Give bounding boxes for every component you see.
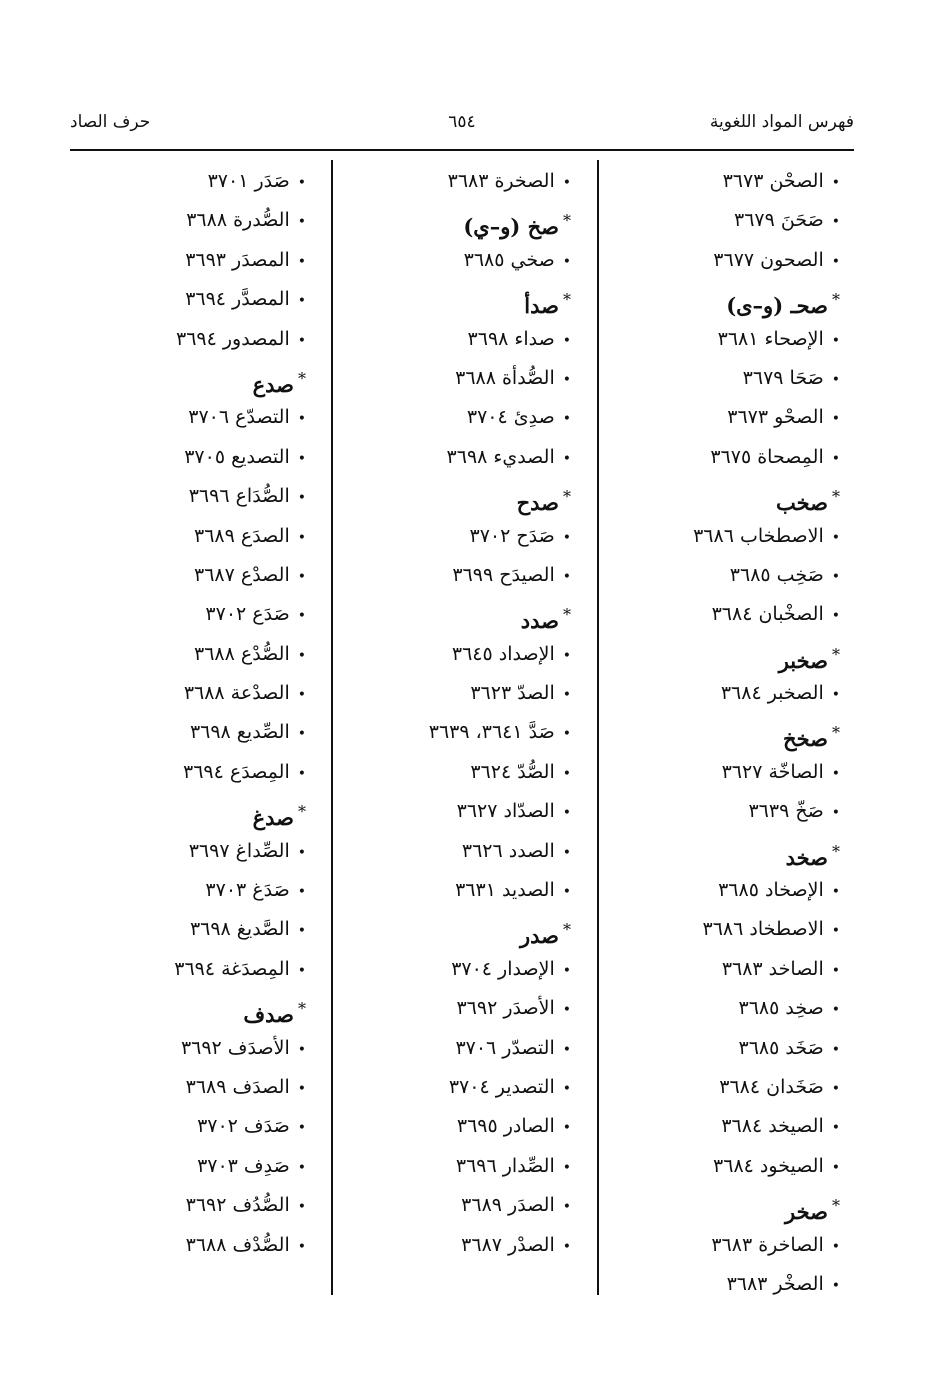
bullet-icon: • xyxy=(562,687,571,704)
bullet-icon: • xyxy=(562,765,571,782)
index-entry-text: الصحْن ٣٦٧٣ xyxy=(722,170,824,192)
index-entry-text: المِصدَغة ٣٦٩٤ xyxy=(174,957,290,980)
index-entry xyxy=(174,556,306,595)
asterisk-icon: * xyxy=(563,487,571,507)
bullet-icon: • xyxy=(562,529,571,546)
bullet-icon: • xyxy=(297,1159,306,1176)
bullet-icon: • xyxy=(297,1199,306,1216)
index-entry-text: الصاخرة ٣٦٨٣ xyxy=(711,1233,824,1256)
index-entry-text: صَدَّ ٣٦٤١، ٣٦٣٩ xyxy=(428,721,555,744)
index-entry-text: الصُّدْع ٣٦٨٨ xyxy=(194,642,290,665)
index-entry xyxy=(429,871,571,910)
index-entry xyxy=(693,162,840,201)
bullet-icon: • xyxy=(831,884,840,901)
index-entry xyxy=(174,477,306,516)
index-entry-text: الإصحاء ٣٦٨١ xyxy=(717,327,824,350)
bullet-icon: • xyxy=(297,1238,306,1255)
root-heading-text: صدأ xyxy=(524,293,559,319)
index-entry-text: صخِد ٣٦٨٥ xyxy=(738,997,824,1020)
index-column-right xyxy=(693,162,840,1304)
index-entry xyxy=(174,1186,306,1225)
index-entry-text: الصِّداغ ٣٦٩٧ xyxy=(188,839,290,862)
bullet-icon: • xyxy=(297,253,306,270)
index-entry xyxy=(174,871,306,910)
asterisk-icon: * xyxy=(563,605,571,625)
asterisk-icon: * xyxy=(832,841,840,861)
page-number: ٦٥٤ xyxy=(448,112,476,132)
bullet-icon: • xyxy=(831,450,840,467)
bullet-icon: • xyxy=(562,1002,571,1019)
index-entry xyxy=(693,910,840,949)
column-divider-left xyxy=(331,160,333,1295)
index-entry-text: الصيخود ٣٦٨٤ xyxy=(713,1154,824,1177)
asterisk-icon: * xyxy=(298,368,306,388)
index-entry-text: صخي ٣٦٨٥ xyxy=(463,248,555,271)
index-entry xyxy=(429,635,571,674)
index-entry-text: الاصطخاد ٣٦٨٦ xyxy=(702,918,824,941)
index-entry xyxy=(174,280,306,319)
bullet-icon: • xyxy=(297,490,306,507)
asterisk-icon: * xyxy=(832,644,840,664)
bullet-icon: • xyxy=(831,175,840,191)
index-entry xyxy=(693,950,840,989)
bullet-icon: • xyxy=(297,214,306,231)
column-divider-right xyxy=(597,160,599,1295)
bullet-icon: • xyxy=(831,608,840,625)
index-entry-text: التصدير ٣٧٠٤ xyxy=(448,1075,555,1098)
index-entry xyxy=(429,1068,571,1107)
index-entry xyxy=(693,241,840,280)
bullet-icon: • xyxy=(297,293,306,310)
bullet-icon: • xyxy=(831,1277,840,1294)
index-entry xyxy=(174,950,306,989)
bullet-icon: • xyxy=(562,647,571,664)
index-entry-text: صَحَا ٣٦٧٩ xyxy=(742,366,824,389)
bullet-icon: • xyxy=(297,411,306,428)
bullet-icon: • xyxy=(562,884,571,901)
bullet-icon: • xyxy=(831,253,840,270)
bullet-icon: • xyxy=(297,1041,306,1058)
index-entry-text: الصحون ٣٦٧٧ xyxy=(713,248,824,271)
index-entry-text: المصدور ٣٦٩٤ xyxy=(176,327,290,350)
asterisk-icon: * xyxy=(563,920,571,940)
root-heading xyxy=(693,832,840,871)
bullet-icon: • xyxy=(831,332,840,349)
index-entry-text: صدِئ ٣٧٠٤ xyxy=(466,406,555,429)
root-heading xyxy=(174,792,306,831)
index-entry-text: الصاخد ٣٦٨٣ xyxy=(721,957,824,980)
index-entry xyxy=(429,320,571,359)
bullet-icon: • xyxy=(831,923,840,940)
index-entry xyxy=(693,398,840,437)
index-entry xyxy=(429,359,571,398)
index-entry-text: صَخِب ٣٦٨٥ xyxy=(729,563,824,586)
index-entry xyxy=(693,1107,840,1146)
index-entry xyxy=(693,201,840,240)
index-entry xyxy=(693,359,840,398)
index-entry xyxy=(693,595,840,634)
bullet-icon: • xyxy=(562,253,571,270)
bullet-icon: • xyxy=(297,568,306,585)
bullet-icon: • xyxy=(562,962,571,979)
bullet-icon: • xyxy=(297,726,306,743)
bullet-icon: • xyxy=(297,962,306,979)
index-entry-text: الصُّدّ ٣٦٢٤ xyxy=(470,760,555,783)
index-entry xyxy=(693,1029,840,1068)
index-entry xyxy=(174,201,306,240)
index-entry xyxy=(429,162,571,201)
index-entry xyxy=(429,1226,571,1265)
bullet-icon: • xyxy=(831,1080,840,1097)
index-entry xyxy=(693,871,840,910)
bullet-icon: • xyxy=(562,726,571,743)
index-entry xyxy=(693,753,840,792)
index-entry-text: المصدَّر ٣٦٩٤ xyxy=(185,288,290,311)
index-entry-text: صَدَع ٣٧٠٢ xyxy=(205,603,290,626)
index-entry xyxy=(429,1107,571,1146)
bullet-icon: • xyxy=(831,805,840,822)
bullet-icon: • xyxy=(562,175,571,191)
bullet-icon: • xyxy=(297,844,306,861)
index-entry-text: الصيدَح ٣٦٩٩ xyxy=(452,563,555,586)
bullet-icon: • xyxy=(562,844,571,861)
root-heading xyxy=(693,280,840,319)
index-entry-text: الصيخد ٣٦٨٤ xyxy=(721,1115,824,1138)
index-entry xyxy=(429,1186,571,1225)
index-entry xyxy=(174,635,306,674)
index-entry-text: الصدد ٣٦٢٦ xyxy=(461,839,555,862)
index-entry xyxy=(174,713,306,752)
index-entry-text: الصدْر ٣٦٨٧ xyxy=(461,1233,555,1256)
index-entry-text: صَخّ ٣٦٣٩ xyxy=(748,800,824,823)
index-entry xyxy=(174,1226,306,1265)
index-entry-text: صَحَنَ ٣٦٧٩ xyxy=(734,209,824,232)
index-entry-text: الصُّدَاع ٣٦٩٦ xyxy=(188,485,290,508)
index-entry xyxy=(174,438,306,477)
index-entry-text: الصدّ ٣٦٢٣ xyxy=(470,682,555,705)
root-heading xyxy=(174,359,306,398)
index-entry-text: التصدّر ٣٧٠٦ xyxy=(455,1036,555,1059)
index-entry-text: الاصطخاب ٣٦٨٦ xyxy=(693,524,824,547)
root-heading-text: صدح xyxy=(516,490,559,516)
bullet-icon: • xyxy=(831,1159,840,1176)
index-entry xyxy=(174,832,306,871)
root-heading xyxy=(429,201,571,240)
bullet-icon: • xyxy=(831,1002,840,1019)
index-entry-text: الصخْبان ٣٦٨٤ xyxy=(711,603,824,626)
bullet-icon: • xyxy=(831,1238,840,1255)
section-title: حرف الصاد xyxy=(70,112,151,132)
index-entry xyxy=(429,832,571,871)
index-entry xyxy=(174,1029,306,1068)
index-entry-text: صَدَف ٣٧٠٢ xyxy=(197,1115,290,1138)
index-entry-text: صَدَغ ٣٧٠٣ xyxy=(205,879,290,902)
index-entry-text: التصدّع ٣٧٠٦ xyxy=(188,406,290,429)
bullet-icon: • xyxy=(831,687,840,704)
root-heading-text: صخبر xyxy=(778,647,828,673)
bullet-icon: • xyxy=(297,175,306,191)
root-heading-text: صخ (و–ي) xyxy=(463,214,559,240)
index-entry-text: الصِّدار ٣٦٩٦ xyxy=(455,1154,555,1177)
bullet-icon: • xyxy=(831,411,840,428)
index-entry xyxy=(429,674,571,713)
bullet-icon: • xyxy=(831,371,840,388)
bullet-icon: • xyxy=(297,765,306,782)
page-header xyxy=(70,112,854,140)
index-entry xyxy=(174,398,306,437)
bullet-icon: • xyxy=(297,687,306,704)
index-entry xyxy=(693,556,840,595)
bullet-icon: • xyxy=(562,1041,571,1058)
index-entry-text: الصدَر ٣٦٨٩ xyxy=(461,1194,555,1217)
root-heading-text: صخب xyxy=(775,490,828,516)
index-entry-text: الصاخّة ٣٦٢٧ xyxy=(721,760,824,783)
index-entry xyxy=(693,1265,840,1304)
asterisk-icon: * xyxy=(298,999,306,1019)
root-heading-text: صدد xyxy=(520,608,559,634)
index-entry-text: صداء ٣٦٩٨ xyxy=(467,327,555,350)
index-entry xyxy=(693,674,840,713)
index-entry-text: الصادر ٣٦٩٥ xyxy=(456,1115,555,1138)
bullet-icon: • xyxy=(297,332,306,349)
index-entry xyxy=(693,1068,840,1107)
bullet-icon: • xyxy=(297,884,306,901)
index-entry xyxy=(693,320,840,359)
root-heading-text: صخر xyxy=(785,1199,828,1225)
bullet-icon: • xyxy=(562,1120,571,1137)
index-entry xyxy=(174,1068,306,1107)
root-heading xyxy=(429,477,571,516)
index-entry xyxy=(429,438,571,477)
index-entry xyxy=(429,950,571,989)
index-entry xyxy=(174,1107,306,1146)
index-entry xyxy=(174,910,306,949)
asterisk-icon: * xyxy=(832,487,840,507)
index-entry xyxy=(174,753,306,792)
index-column-left xyxy=(174,162,306,1265)
bullet-icon: • xyxy=(831,1120,840,1137)
index-entry-text: الصدّاد ٣٦٢٧ xyxy=(456,800,555,823)
index-entry xyxy=(174,162,306,201)
index-entry-text: الصحْو ٣٦٧٣ xyxy=(727,406,824,429)
index-entry-text: صَخَد ٣٦٨٥ xyxy=(738,1036,824,1059)
root-heading xyxy=(693,1186,840,1225)
bullet-icon: • xyxy=(297,923,306,940)
index-entry-text: الإصداد ٣٦٤٥ xyxy=(451,642,555,665)
bullet-icon: • xyxy=(297,647,306,664)
index-entry xyxy=(693,438,840,477)
index-entry xyxy=(693,1147,840,1186)
root-heading-text: صدف xyxy=(243,1002,294,1028)
bullet-icon: • xyxy=(562,332,571,349)
bullet-icon: • xyxy=(297,1120,306,1137)
bullet-icon: • xyxy=(562,1159,571,1176)
index-entry xyxy=(174,595,306,634)
bullet-icon: • xyxy=(562,1238,571,1255)
index-entry-text: المصدَر ٣٦٩٣ xyxy=(185,248,290,271)
index-entry-text: الصُّدرة ٣٦٨٨ xyxy=(186,209,290,232)
index-entry-text: الصُّدأة ٣٦٨٨ xyxy=(455,366,555,389)
bullet-icon: • xyxy=(831,214,840,231)
root-heading xyxy=(429,280,571,319)
index-entry xyxy=(429,792,571,831)
index-entry-text: الصدَع ٣٦٨٩ xyxy=(194,524,290,547)
bullet-icon: • xyxy=(562,568,571,585)
index-entry xyxy=(429,556,571,595)
bullet-icon: • xyxy=(831,962,840,979)
index-entry xyxy=(429,753,571,792)
bullet-icon: • xyxy=(562,450,571,467)
index-entry xyxy=(429,398,571,437)
index-entry-text: صَدَح ٣٧٠٢ xyxy=(469,524,555,547)
index-entry-text: الصخبر ٣٦٨٤ xyxy=(720,682,824,705)
index-entry xyxy=(693,517,840,556)
index-entry-text: الصديء ٣٦٩٨ xyxy=(446,445,555,468)
index-entry-text: الصدَف ٣٦٨٩ xyxy=(185,1075,290,1098)
bullet-icon: • xyxy=(297,450,306,467)
index-entry-text: الصُّدْف ٣٦٨٨ xyxy=(185,1233,290,1256)
root-heading xyxy=(693,713,840,752)
bullet-icon: • xyxy=(831,529,840,546)
root-heading-text: صدغ xyxy=(252,805,294,831)
index-entry-text: الصديد ٣٦٣١ xyxy=(455,879,555,902)
root-heading xyxy=(693,635,840,674)
asterisk-icon: * xyxy=(832,723,840,743)
index-entry xyxy=(693,792,840,831)
index-entry-text: صَدَر ٣٧٠١ xyxy=(207,170,290,192)
root-heading xyxy=(693,477,840,516)
index-title: فهرس المواد اللغوية xyxy=(709,112,854,132)
index-entry xyxy=(429,517,571,556)
root-heading xyxy=(429,910,571,949)
index-entry-text: الإصدار ٣٧٠٤ xyxy=(451,957,555,980)
index-entry-text: التصديع ٣٧٠٥ xyxy=(184,445,290,468)
index-entry xyxy=(429,1029,571,1068)
index-entry-text: الصخْر ٣٦٨٣ xyxy=(726,1272,824,1295)
index-column-middle xyxy=(429,162,571,1265)
asterisk-icon: * xyxy=(832,1196,840,1216)
index-entry xyxy=(693,989,840,1028)
index-entry-text: الصَّديغ ٣٦٩٨ xyxy=(189,918,290,941)
index-entry-text: الصدْع ٣٦٨٧ xyxy=(194,563,290,586)
index-entry-text: الصِّديع ٣٦٩٨ xyxy=(189,721,290,744)
root-heading xyxy=(174,989,306,1028)
index-entry xyxy=(174,674,306,713)
bullet-icon: • xyxy=(562,371,571,388)
index-entry-text: صَخَدان ٣٦٨٤ xyxy=(719,1075,824,1098)
index-entry-text: الصُّدُف ٣٦٩٢ xyxy=(185,1194,290,1217)
index-entry-text: الصدْعة ٣٦٨٨ xyxy=(183,682,290,705)
bullet-icon: • xyxy=(831,1041,840,1058)
bullet-icon: • xyxy=(831,568,840,585)
asterisk-icon: * xyxy=(563,290,571,310)
index-entry xyxy=(693,1226,840,1265)
root-heading xyxy=(429,595,571,634)
asterisk-icon: * xyxy=(298,802,306,822)
root-heading-text: صخد xyxy=(785,844,828,870)
bullet-icon: • xyxy=(562,805,571,822)
index-entry-text: الأصدَر ٣٦٩٢ xyxy=(456,997,555,1020)
bullet-icon: • xyxy=(297,1080,306,1097)
root-heading-text: صدر xyxy=(520,923,559,949)
index-entry-text: الإصخاد ٣٦٨٥ xyxy=(718,879,824,902)
index-entry xyxy=(429,989,571,1028)
bullet-icon: • xyxy=(297,529,306,546)
bullet-icon: • xyxy=(562,1199,571,1216)
bullet-icon: • xyxy=(297,608,306,625)
index-entry xyxy=(174,517,306,556)
asterisk-icon: * xyxy=(832,290,840,310)
root-heading-text: صدع xyxy=(252,371,294,397)
index-entry-text: الصخرة ٣٦٨٣ xyxy=(447,170,555,192)
asterisk-icon: * xyxy=(563,211,571,231)
root-heading-text: صحـ (و–ى) xyxy=(726,293,828,319)
index-entry xyxy=(429,1147,571,1186)
index-entry xyxy=(429,241,571,280)
header-rule xyxy=(70,149,854,151)
index-entry-text: المِصدَع ٣٦٩٤ xyxy=(183,760,290,783)
index-entry-text: المِصحاة ٣٦٧٥ xyxy=(710,445,824,468)
index-entry xyxy=(174,241,306,280)
index-entry-text: الأصدَف ٣٦٩٢ xyxy=(180,1036,290,1059)
bullet-icon: • xyxy=(562,1080,571,1097)
index-entry xyxy=(174,320,306,359)
index-entry-text: صَدِف ٣٧٠٣ xyxy=(197,1154,290,1177)
index-entry xyxy=(429,713,571,752)
root-heading-text: صخخ xyxy=(783,726,828,752)
bullet-icon: • xyxy=(831,765,840,782)
bullet-icon: • xyxy=(562,411,571,428)
index-entry xyxy=(174,1147,306,1186)
